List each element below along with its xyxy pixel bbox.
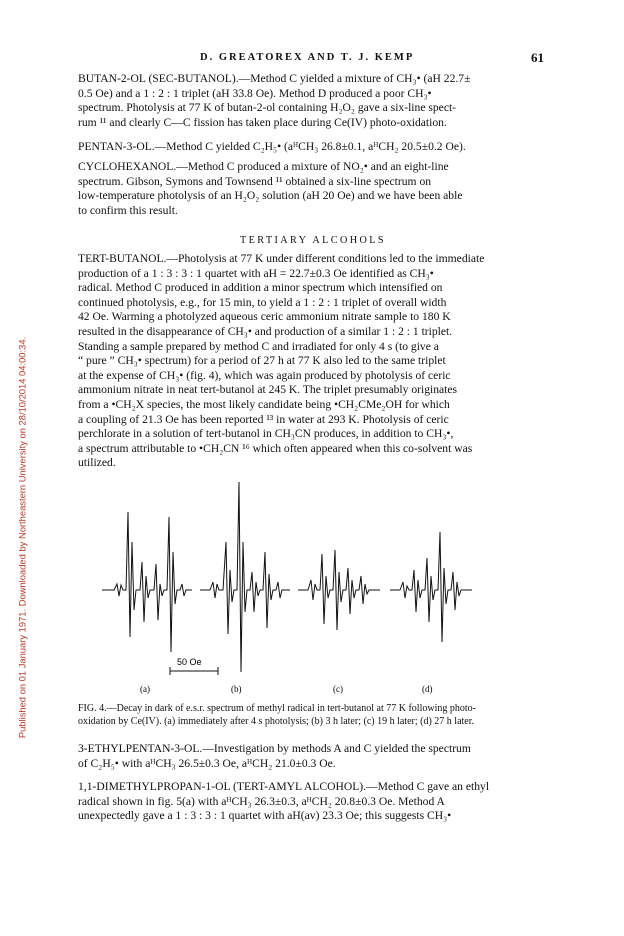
text-line: perchlorate in a solution of tert-butanol in CH₃CN produces, in addition to CH₃•, [78, 427, 454, 441]
caption-line: oxidation by Ce(IV). (a) immediately after 4 s photolysis; (b) 3 h later; (c) 19 h later; (d) 27 h later. [78, 716, 474, 727]
text-line: spectrum. Gibson, Symons and Townsend ¹¹ obtained a six-line spectrum on [78, 174, 432, 188]
text-line: spectrum. Photolysis at 77 K of butan-2-ol containing H₂O₂ gave a six-line spect- [78, 101, 457, 115]
text-line: 42 Oe. Warming a photolyzed aqueous ceric ammonium nitrate sample to 180 K [78, 310, 451, 324]
text-line: 3-ETHYLPENTAN-3-OL.—Investigation by methods A and C yielded the spectrum [78, 742, 471, 755]
spectra-plot [100, 472, 540, 694]
running-header [78, 52, 544, 68]
text-line: from a •CH₂X species, the most likely candidate being •CH₂CMe₂OH for which [78, 397, 450, 411]
spectrum-trace-d [390, 532, 472, 642]
panel-label-c: (c) [333, 684, 343, 694]
text-line: “ pure ” CH₃• spectrum) for a period of 27 h at 77 K also led to the same triplet [78, 354, 446, 368]
panel-label-d: (d) [422, 684, 433, 694]
panel-label-b: (b) [231, 684, 242, 694]
paragraph-3-ethylpentan-3-ol [78, 742, 548, 771]
text-line: CYCLOHEXANOL.—Method C produced a mixture of NO₂• and an eight-line [78, 160, 449, 173]
page-number: 61 [531, 50, 544, 65]
section-heading: TERTIARY ALCOHOLS [240, 235, 386, 246]
spectrum-trace-c [298, 550, 380, 630]
text-line: radical shown in fig. 5(a) with aᴴCH₃ 26.3±0.3, aᴴCH₂ 20.8±0.3 Oe. Method A [78, 794, 445, 808]
text-line: TERT-BUTANOL.—Photolysis at 77 K under different conditions led to the immediate [78, 252, 485, 265]
download-watermark [12, 270, 26, 810]
panel-label-a: (a) [140, 684, 150, 694]
text-line: utilized. [78, 456, 116, 470]
text-line: of C₂H₅• with aᴴCH₃ 26.5±0.3 Oe, aᴴCH₂ 21.0±0.3 Oe. [78, 756, 336, 770]
paragraph-cyclohexanol [78, 160, 548, 218]
figure-caption [78, 702, 548, 728]
text-line: a spectrum attributable to •CH₂CN ¹⁶ which often appeared when this co-solvent was [78, 441, 473, 455]
paragraph-pentan-3-ol [78, 140, 548, 155]
side-note: Published on 01 January 1971. Downloaded by Northeastern University on 28/10/2014 04:00:34. [16, 336, 28, 739]
spectrum-trace-a [102, 512, 192, 652]
spectrum-trace-b [200, 482, 290, 672]
paragraph-tert-amyl-alcohol [78, 780, 548, 824]
text-line: Standing a sample prepared by method C and irradiated for only 4 s (to give a [78, 339, 439, 353]
text-line: rum ¹¹ and clearly C—C fission has taken place during Ce(IV) photo-oxidation. [78, 115, 447, 129]
text-line: to confirm this result. [78, 203, 178, 217]
text-line: low-temperature photolysis of an H₂O₂ solution (aH 20 Oe) and we have been able [78, 189, 463, 203]
text-line: radical. Method C produced in addition a minor spectrum which intensified on [78, 281, 443, 295]
paragraph-tert-butanol [78, 252, 548, 471]
text-line: ammonium nitrate in neat tert-butanol at 245 K. The triplet presumably originates [78, 383, 458, 397]
text-line: 0.5 Oe) and a 1 : 2 : 1 triplet (aH 33.8 Oe). Method D produced a poor CH₃• [78, 86, 432, 100]
text-line: PENTAN-3-OL.—Method C yielded C₂H₅• (aᴴCH₃ 26.8±0.1, aᴴCH₂ 20.5±0.2 Oe). [78, 140, 466, 153]
text-line: unexpectedly gave a 1 : 3 : 3 : 1 quartet with aH(av) 23.3 Oe; this suggests CH₃• [78, 809, 452, 823]
text-line: continued photolysis, e.g., for 15 min, to yield a 1 : 2 : 1 triplet of overall width [78, 295, 447, 309]
text-line: resulted in the disappearance of CH₃• and production of a similar 1 : 2 : 1 triplet. [78, 324, 453, 338]
text-line: at the expense of CH₃• (fig. 4), which was again produced by photolysis of ceric [78, 368, 451, 382]
text-line: a coupling of 21.3 Oe has been reported ¹³ in water at 293 K. Photolysis of ceric [78, 412, 449, 426]
text-line: production of a 1 : 3 : 3 : 1 quartet with aH = 22.7±0.3 Oe identified as CH₃• [78, 266, 434, 280]
scale-label: 50 Oe [177, 657, 202, 667]
caption-line: FIG. 4.—Decay in dark of e.s.r. spectrum of methyl radical in tert-butanol at 77 K following photo- [78, 703, 476, 714]
text-line: BUTAN-2-OL (SEC-BUTANOL).—Method C yielded a mixture of CH₃• (aH 22.7± [78, 72, 471, 85]
text-line: 1,1-DIMETHYLPROPAN-1-OL (TERT-AMYL ALCOHOL).—Method C gave an ethyl [78, 780, 490, 793]
running-title: D. GREATOREX AND T. J. KEMP [200, 52, 415, 63]
paragraph-butan-2-ol [78, 72, 548, 130]
esr-spectra-figure [100, 472, 540, 694]
